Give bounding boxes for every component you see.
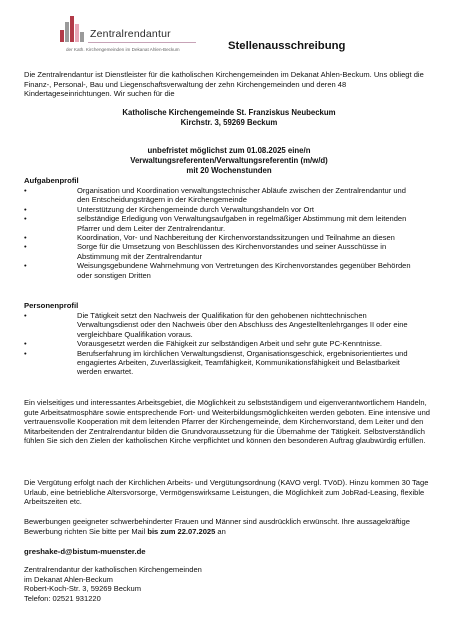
list-item: • selbständige Erledigung von Verwaltungsaufgaben in regelmäßiger Abstimmung mit dem leitenden Pfarrer und dem Leiter der Zentralrendantur.: [24, 214, 407, 233]
contact-block: Zentralrendantur der katholischen Kirchengemeinden im Dekanat Ahlen-Beckum Robert-Koch-Str. 3, 59269 Beckum Telefon: 02521 931220: [24, 565, 202, 603]
personen-list: [24, 311, 419, 377]
list-item: • Koordination, Vor- und Nachbereitung der Kirchenvorstandssitzungen und Teilnahme an diesen: [24, 233, 395, 243]
deadline: bis zum 22.07.2025: [147, 526, 216, 536]
list-item: • Unterstützung der Kirchengemeinde durch Verwaltungshandeln vor Ort: [24, 204, 315, 214]
list-item: • Die Tätigkeit setzt den Nachweis der Qualifikation für den gehobenen nichttechnischen Verwaltungsdienst oder den Nachweis über den Abschluss des Angestelltenlehrganges II oder eine vergleichbare Qualifikation voraus.: [24, 311, 408, 339]
position-hours: mit 20 Wochenstunden: [186, 166, 272, 175]
page-title: Stellenausschreibung: [228, 40, 346, 52]
aufgaben-list: [24, 186, 419, 280]
personen-heading: Personenprofil: [24, 301, 79, 310]
employer-address: Kirchstr. 3, 59269 Beckum: [180, 118, 278, 127]
list-item: • Vorausgesetzt werden die Fähigkeit zur selbständigen Arbeit und sehr gute PC-Kenntnisse.: [24, 339, 382, 349]
pay-paragraph: Die Vergütung erfolgt nach der Kirchlichen Arbeits- und Vergütungsordnung (KAVO vergl. TVöD). Hinzu kommen 30 Tage Urlaub, eine betriebliche Altersvorsorge, Vermögenswirksame Leistungen, die Möglichkeit zum JobRad-Leasing, flexible Arbeitszeiten etc.: [24, 478, 429, 506]
aufgaben-heading: Aufgabenprofil: [24, 176, 79, 185]
employer-block: [24, 108, 434, 128]
list-item: • Weisungsgebundene Wahrnehmung von Vertretungen des Kirchenvorstandes gegenüber Behörden oder sonstigen Dritten: [24, 261, 411, 280]
logo-name: Zentralrendantur: [90, 28, 171, 40]
offer-paragraph: Ein vielseitiges und interessantes Arbeitsgebiet, die Möglichkeit zu selbstständigem und eigenverantwortlichem Handeln, gute Arbeitsatmosphäre sowie entsprechende Fort- und Weiterbildungsmöglichkeiten werden geboten. Eine intensive und vertrauensvolle Kooperation mit dem leitenden Pfarrer der Kirchengemeinde, dem Kirchenvorstand, dem Leiter und den Mitarbeitenden der Zentralrendantur bilden die Grundvoraussetzung für die Übernahme der Tätigkeit. Selbstverständlich fühlen Sie sich den Zielen der katholischen Kirche verpflichtet und können den besonderen Auftrag glaubwürdig erfüllen.: [24, 398, 430, 445]
list-item: • Berufserfahrung im kirchlichen Verwaltungsdienst, Organisationsgeschick, ergebnisorientiertes und engagiertes Arbeiten, Zuverlässigkeit, Teamfähigkeit, Kommunikationsfähigkeit und Belastbarkeit werden erwartet.: [24, 348, 408, 377]
position-start: unbefristet möglichst zum 01.08.2025 eine/n: [147, 146, 311, 155]
list-item: • Sorge für die Umsetzung von Beschlüssen des Kirchenvorstandes und seiner Ausschüsse in Abstimmung mit der Zentralrendantur: [24, 242, 387, 261]
logo-divider: [88, 42, 196, 43]
employer-name: Katholische Kirchengemeinde St. Franziskus Neubeckum: [122, 108, 336, 117]
intro-paragraph: Die Zentralrendantur ist Dienstleister für die katholischen Kirchengemeinden im Dekanat Ahlen-Beckum. Uns obliegt die Finanz-, Personal-, Bau und Liegenschaftsverwaltung der zehn Kirchengemeinden und deren 48 Kindertageseinrichtungen. Wir suchen für die: [24, 70, 424, 98]
email-link[interactable]: greshake-d@bistum-muenster.de: [24, 547, 146, 556]
logo-subtitle: der Kath. Kirchengemeinden im Dekanat Ahlen-Beckum: [66, 47, 180, 52]
position-block: [24, 146, 434, 176]
apply-paragraph: Bewerbungen geeigneter schwerbehinderter Frauen und Männer sind ausdrücklich erwünscht. Ihre aussagekräftige Bewerbung richten Sie bitte per Mail bis zum 22.07.2025 an: [24, 517, 410, 536]
position-title: Verwaltungsreferenten/Verwaltungsreferentin (m/w/d): [130, 156, 328, 165]
logo-bars-icon: [60, 14, 88, 42]
list-item: • Organisation und Koordination verwaltungstechnischer Abläufe zwischen der Zentralrendantur und den Entscheidungsträgern in der Kirchengemeinde: [24, 186, 406, 205]
zentralrendantur-logo: [60, 12, 200, 62]
